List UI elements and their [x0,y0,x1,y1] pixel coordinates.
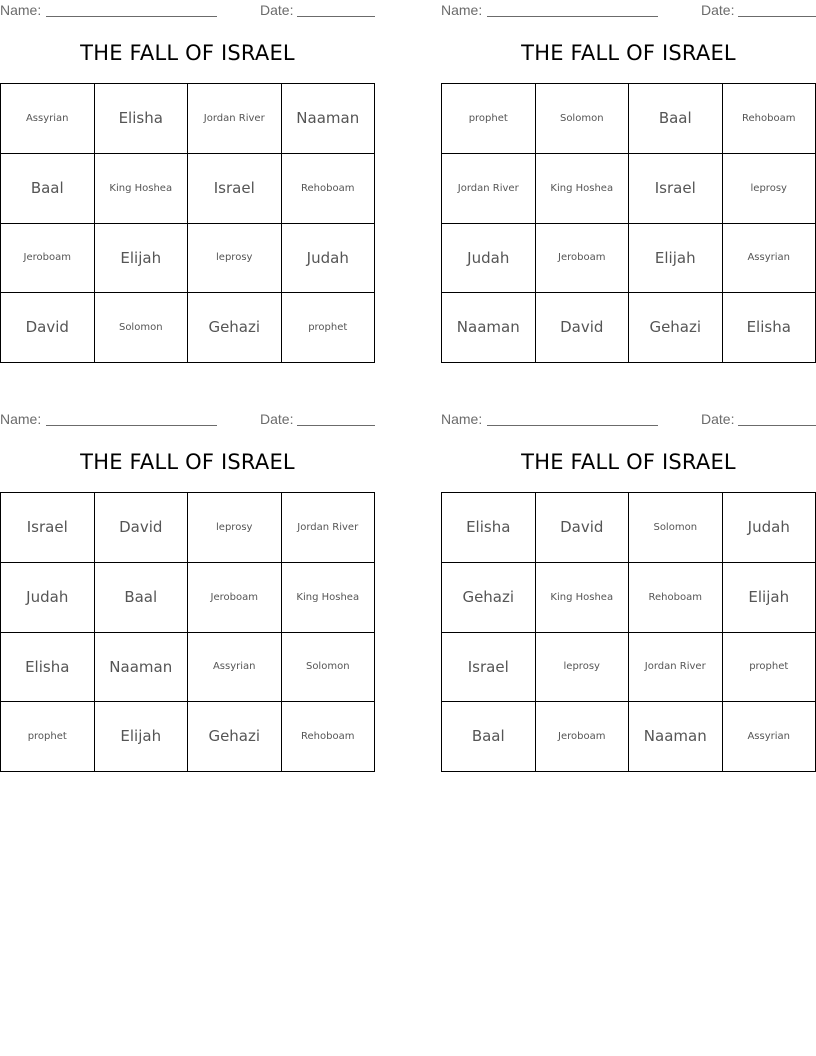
bingo-cell: Naaman [442,293,536,363]
bingo-cell: Rehoboam [282,702,376,772]
bingo-cell: King Hoshea [95,154,189,224]
bingo-cell: Judah [442,224,536,294]
bingo-cell: David [536,293,630,363]
bingo-cell: Solomon [282,633,376,703]
bingo-card [0,0,375,365]
name-date-line [441,2,816,20]
bingo-cell: Gehazi [629,293,723,363]
bingo-cell: Jeroboam [188,563,282,633]
bingo-card [0,409,375,774]
bingo-cell: prophet [282,293,376,363]
bingo-card [441,0,816,365]
bingo-cell: Elisha [95,84,189,154]
date-label: Date: [260,411,294,427]
bingo-cell: leprosy [536,633,630,703]
bingo-cell: Elisha [442,493,536,563]
date-blank-line[interactable] [738,16,816,17]
name-date-line [0,2,375,20]
date-label: Date: [701,411,735,427]
bingo-cell: Judah [723,493,816,563]
bingo-cell: Judah [1,563,95,633]
card-title: THE FALL OF ISRAEL [80,450,295,474]
bingo-cell: leprosy [723,154,816,224]
name-label: Name: [0,411,42,427]
bingo-cell: prophet [442,84,536,154]
bingo-cell: King Hoshea [536,154,630,224]
bingo-cell: Baal [442,702,536,772]
card-title: THE FALL OF ISRAEL [80,41,295,65]
bingo-cell: David [1,293,95,363]
bingo-cell: Gehazi [442,563,536,633]
bingo-cell: Assyrian [1,84,95,154]
date-label: Date: [701,2,735,18]
name-blank-line[interactable] [487,425,658,426]
bingo-cell: Solomon [536,84,630,154]
name-blank-line[interactable] [46,16,217,17]
bingo-cell: Assyrian [188,633,282,703]
bingo-cell: Elisha [1,633,95,703]
bingo-cell: King Hoshea [536,563,630,633]
bingo-cell: Israel [442,633,536,703]
bingo-cell: Assyrian [723,702,816,772]
bingo-cell: King Hoshea [282,563,376,633]
bingo-cell: Jordan River [188,84,282,154]
date-blank-line[interactable] [738,425,816,426]
bingo-grid [441,83,816,363]
bingo-cell: Baal [629,84,723,154]
bingo-cell: Jeroboam [1,224,95,294]
bingo-cell: Gehazi [188,702,282,772]
bingo-cell: Jordan River [282,493,376,563]
bingo-cell: Elijah [723,563,816,633]
bingo-cell: prophet [723,633,816,703]
card-title: THE FALL OF ISRAEL [521,41,736,65]
bingo-cell: Naaman [282,84,376,154]
bingo-cell: prophet [1,702,95,772]
bingo-cell: Baal [95,563,189,633]
bingo-cell: Jeroboam [536,702,630,772]
name-label: Name: [441,2,483,18]
bingo-cell: Naaman [95,633,189,703]
bingo-cell: Judah [282,224,376,294]
bingo-cell: leprosy [188,224,282,294]
bingo-cell: Elijah [95,224,189,294]
bingo-cell: Rehoboam [282,154,376,224]
date-label: Date: [260,2,294,18]
bingo-cell: Gehazi [188,293,282,363]
name-label: Name: [441,411,483,427]
name-blank-line[interactable] [46,425,217,426]
date-blank-line[interactable] [297,16,375,17]
bingo-cell: Rehoboam [629,563,723,633]
bingo-cell: Elisha [723,293,816,363]
bingo-cell: Jordan River [442,154,536,224]
bingo-cell: Jordan River [629,633,723,703]
bingo-cell: Israel [1,493,95,563]
bingo-cell: David [536,493,630,563]
bingo-cell: Israel [629,154,723,224]
bingo-grid [0,83,375,363]
card-title: THE FALL OF ISRAEL [521,450,736,474]
bingo-grid [441,492,816,772]
bingo-cell: Naaman [629,702,723,772]
bingo-card [441,409,816,774]
bingo-cell: Elijah [95,702,189,772]
name-label: Name: [0,2,42,18]
name-date-line [441,411,816,429]
bingo-cell: leprosy [188,493,282,563]
bingo-cell: Rehoboam [723,84,816,154]
bingo-cell: Assyrian [723,224,816,294]
name-date-line [0,411,375,429]
name-blank-line[interactable] [487,16,658,17]
bingo-cell: Solomon [629,493,723,563]
bingo-cell: Jeroboam [536,224,630,294]
bingo-cell: Elijah [629,224,723,294]
bingo-cell: Israel [188,154,282,224]
bingo-cell: Baal [1,154,95,224]
bingo-cell: David [95,493,189,563]
bingo-grid [0,492,375,772]
date-blank-line[interactable] [297,425,375,426]
bingo-cell: Solomon [95,293,189,363]
